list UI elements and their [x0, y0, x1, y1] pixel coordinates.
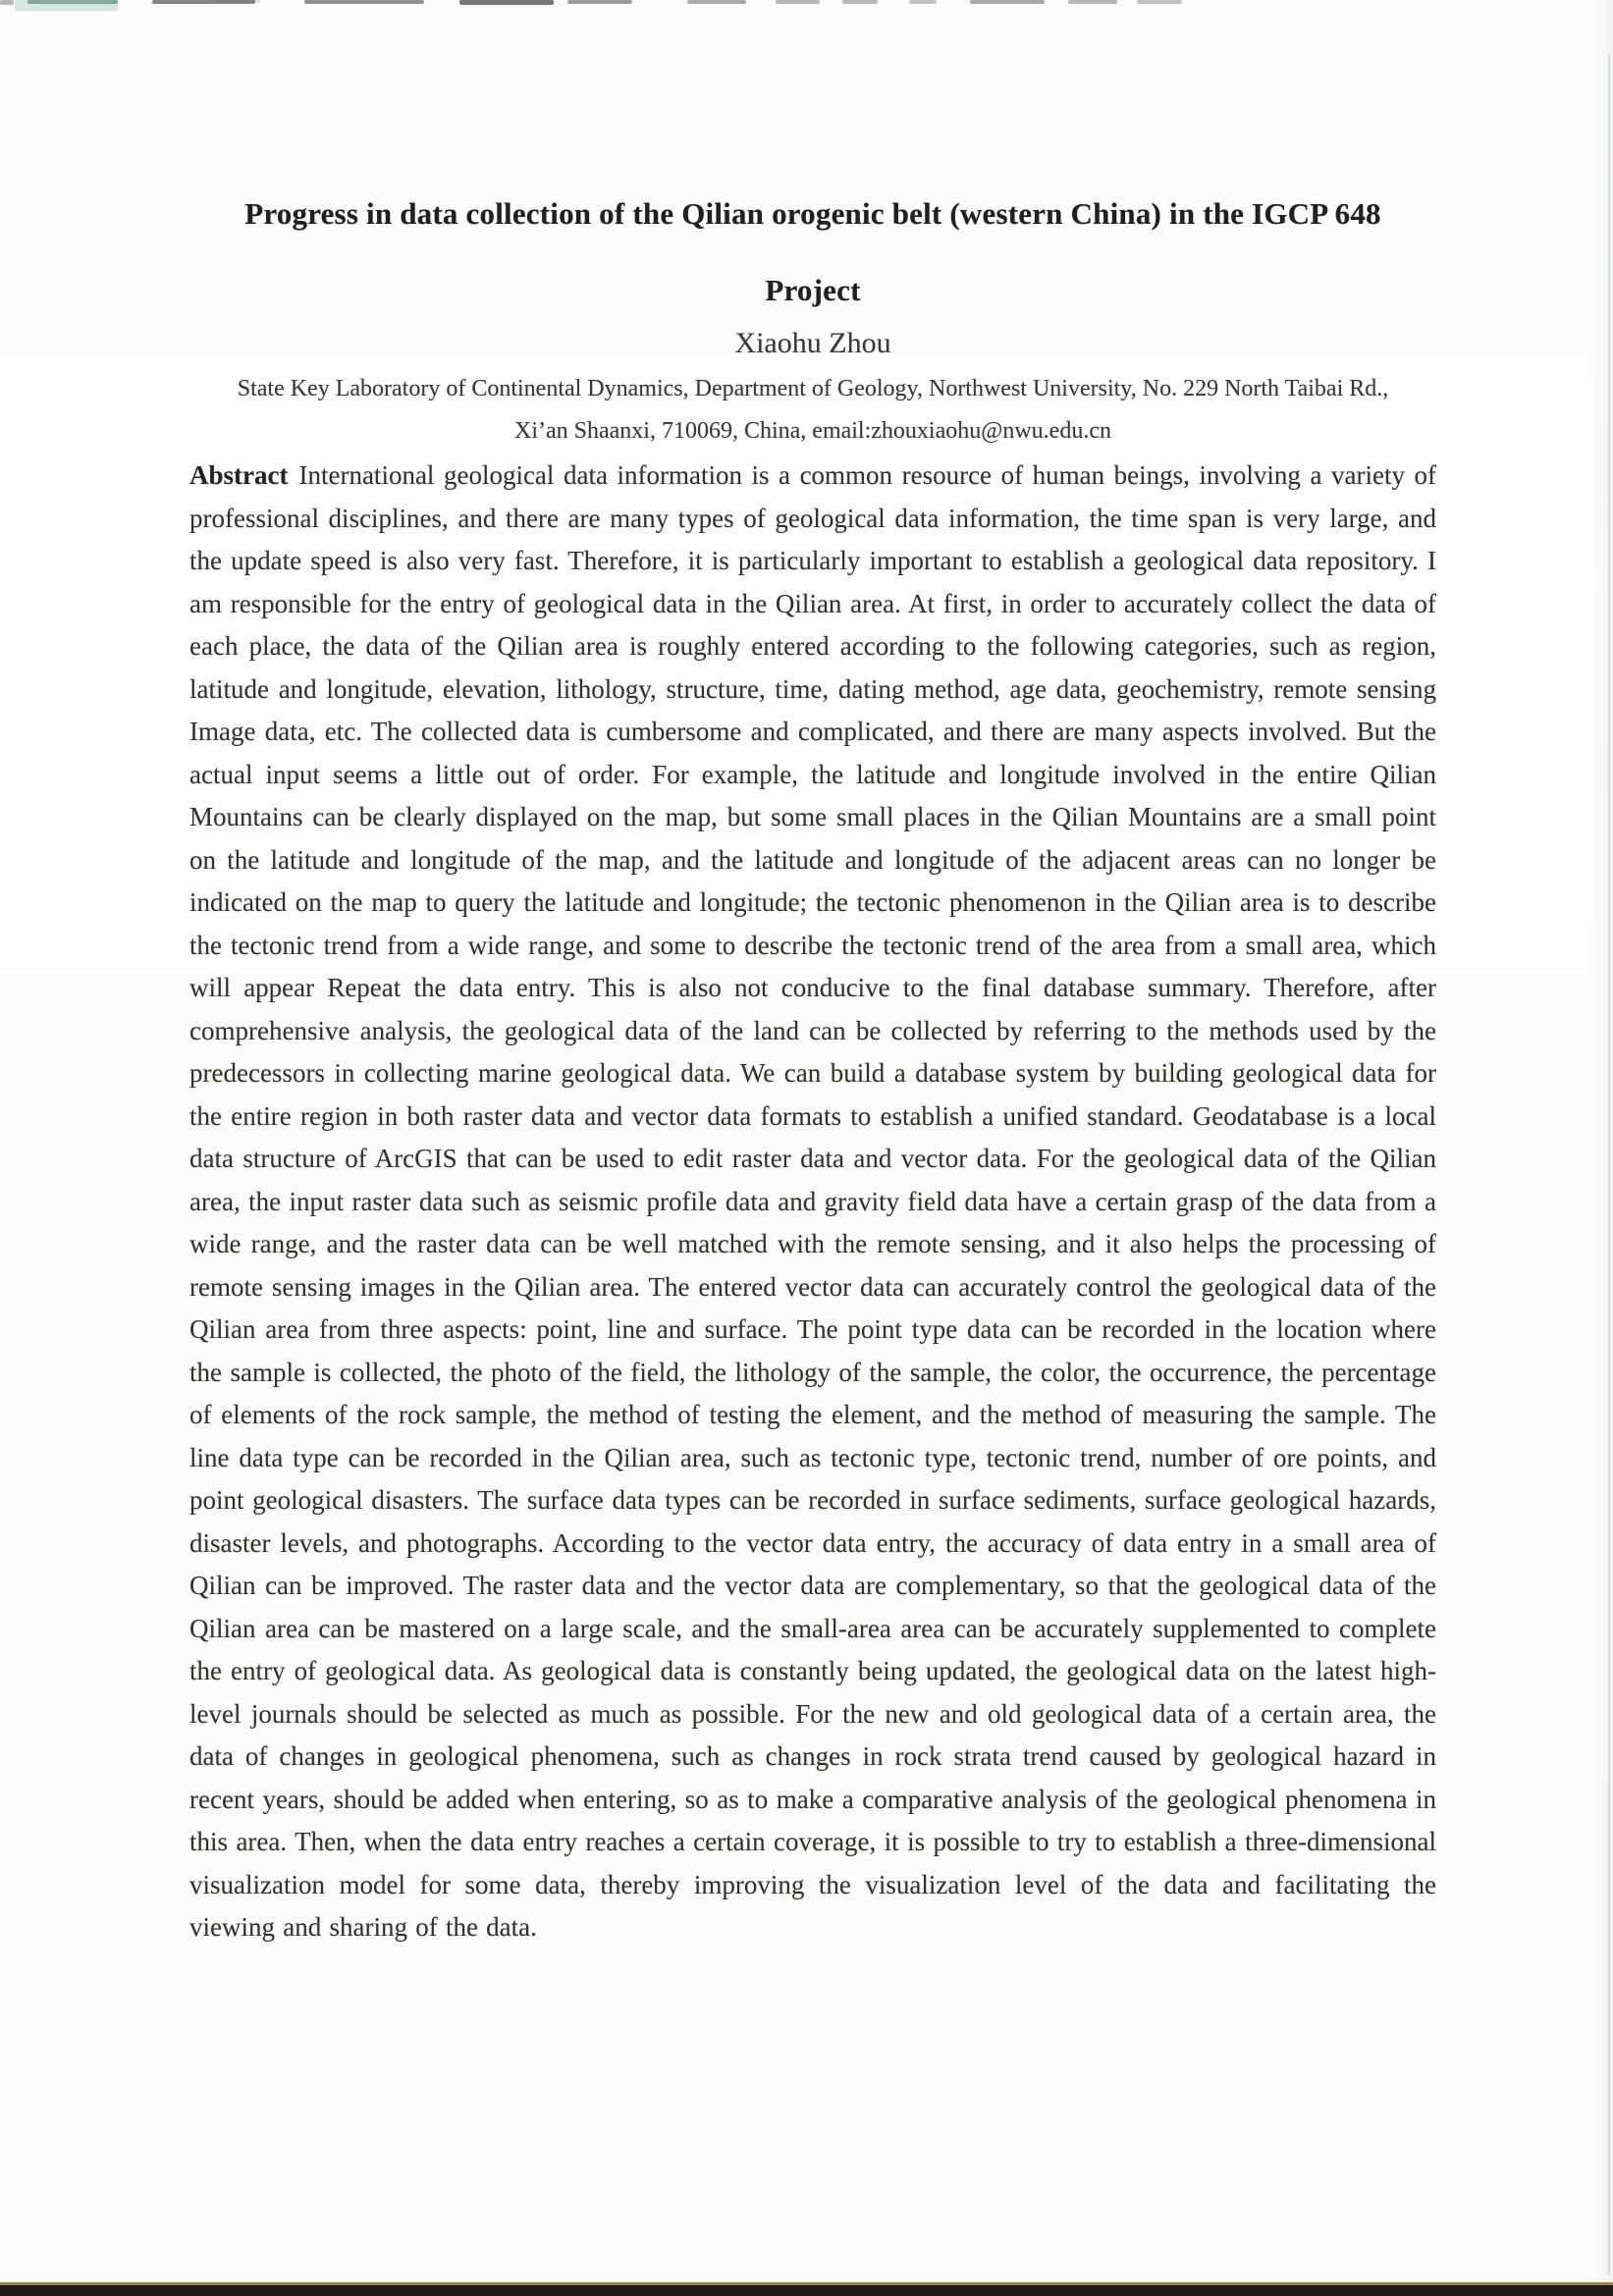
scan-dash: [687, 0, 746, 4]
paper-title-line1: Progress in data collection of the Qilian orogenic belt (western China) in the IGCP 648: [244, 196, 1381, 231]
abstract-text: International geological data information is a common resource of human beings, involving a variety of professional disciplines, and there are many types of geological data information, the time span is very large, and the update speed is also very fast. Therefore, it is particularly important to establish a geological data repository. I am responsible for the entry of geological data in the Qilian area. At first, in order to accurately collect the data of each place, the data of the Qilian area is roughly entered according to the following categories, such as region, latitude and longitude, elevation, lithology, structure, time, dating method, age data, geochemistry, remote sensing Image data, etc. The collected data is cumbersome and complicated, and there are many aspects involved. But the actual input seems a little out of order. For example, the latitude and longitude involved in the entire Qilian Mountains can be clearly displayed on the map, but some small places in the Qilian Mountains are a small point on the latitude and longitude of the map, and the latitude and longitude of the adjacent areas can no longer be indicated on the map to query the latitude and longitude; the tectonic phenomenon in the Qilian area is to describe the tectonic trend from a wide range, and some to describe the tectonic trend of the area from a small area, which will appear Repeat the data entry. This is also not conducive to the final database summary. Therefore, after comprehensive analysis, the geological data of the land can be collected by referring to the methods used by the predecessors in collecting marine geological data. We can build a database system by building geological data for the entire region in both raster data and vector data formats to establish a unified standard. Geodatabase is a local data structure of ArcGIS that can be used to edit raster data and vector data. For the geological data of the Qilian area, the input raster data such as seismic profile data and gravity field data have a certain grasp of the data from a wide range, and the raster data can be well matched with the remote sensing, and it also helps the processing of remote sensing images in the Qilian area. The entered vector data can accurately control the geological data of the Qilian area from three aspects: point, line and surface. The point type data can be recorded in the location where the sample is collected, the photo of the field, the lithology of the sample, the color, the occurrence, the percentage of elements of the rock sample, the method of testing the element, and the method of measuring the sample. The line data type can be recorded in the Qilian area, such as tectonic type, tectonic trend, number of ore points, and point geological disasters. The surface data types can be recorded in surface sediments, surface geological hazards, disaster levels, and photographs. According to the vector data entry, the accuracy of data entry in a small area of Qilian can be improved. The raster data and the vector data are complementary, so that the geological data of the Qilian area can be mastered on a large scale, and the small-area area can be accurately supplemented to complete the entry of geological data. As geological data is constantly being updated, the geological data on the latest high-level journals should be selected as much as possible. For the new and old geological data of a certain area, the data of changes in geological phenomena, such as changes in rock strata trend caused by geological hazard in recent years, should be added when entering, so as to make a comparative analysis of the geological phenomena in this area. Then, when the data entry reaches a certain coverage, it is possible to try to establish a three-dimensional visualization model for some data, thereby improving the visualization level of the data and facilitating the viewing and sharing of the data.: [189, 460, 1436, 1942]
abstract-paragraph: [189, 454, 1436, 1949]
scan-dash: [211, 0, 260, 3]
scan-artifact-right-line: [1608, 54, 1610, 2274]
affiliation-line2: Xi’an Shaanxi, 710069, China, email:zhouxiaohu@nwu.edu.cn: [514, 418, 1111, 444]
scan-dash: [909, 0, 937, 4]
author-name: Xiaohu Zhou: [734, 327, 891, 359]
document-content: [189, 194, 1436, 1949]
scan-dash: [567, 0, 632, 4]
scan-artifact-top-edge: [0, 0, 1613, 29]
scan-dash: [0, 0, 14, 5]
scan-dash: [304, 0, 424, 4]
abstract-label: Abstract: [189, 460, 289, 490]
scan-teal-smudge: [41, 0, 110, 3]
abstract-section: [189, 454, 1436, 1949]
scan-dash: [459, 0, 554, 5]
scan-dash: [842, 0, 878, 4]
affiliation-line1: State Key Laboratory of Continental Dynamics, Department of Geology, Northwest University, No. 229 North Taibai Rd.,: [237, 376, 1389, 401]
scan-dash: [1137, 0, 1182, 4]
paper-title-line2: Project: [765, 273, 861, 307]
scan-dash: [776, 0, 820, 4]
scan-artifact-bottom-band: [0, 2282, 1613, 2296]
document-header: [189, 194, 1436, 447]
scan-dash: [1068, 0, 1117, 4]
paper-title: [189, 194, 1436, 310]
scan-dash: [970, 0, 1045, 4]
